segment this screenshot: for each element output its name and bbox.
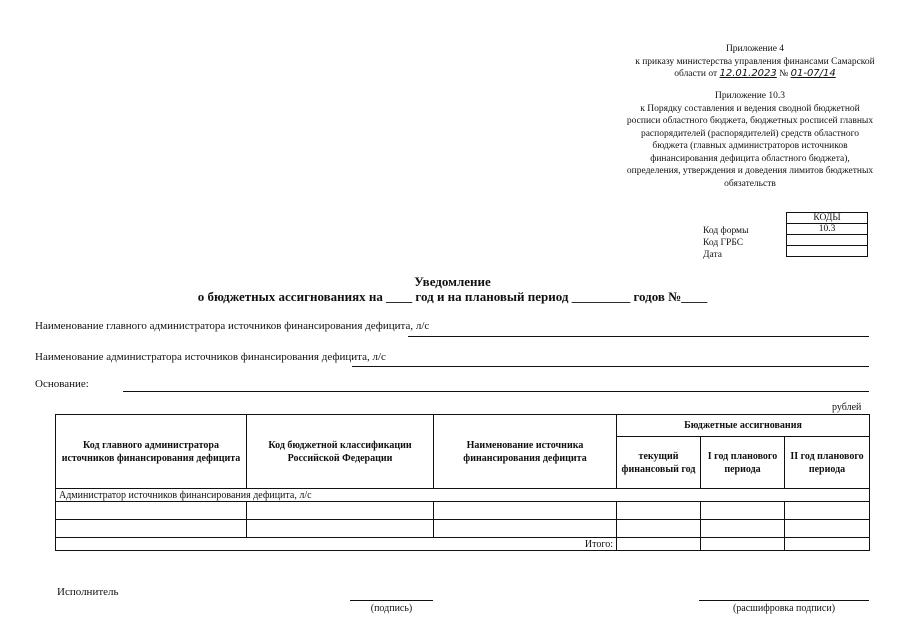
appendix-10-line: финансирования дефицита областного бюджета), [650, 153, 850, 164]
table-row [56, 502, 870, 520]
title-line-1: Уведомление [414, 274, 491, 289]
decoding-caption: (расшифровка подписи) [732, 603, 836, 614]
table-row [56, 520, 870, 538]
appendix-4-title: Приложение 4 [725, 44, 785, 54]
chief-admin-line[interactable] [408, 336, 869, 337]
executor-label: Исполнитель [57, 586, 119, 598]
code-form-value: 10.3 [787, 224, 868, 235]
code-date-value [787, 246, 868, 257]
units-label: рублей [832, 402, 862, 413]
appendix-4-block [600, 43, 905, 81]
admin-line[interactable] [352, 366, 869, 367]
codes-labels [703, 225, 748, 261]
basis-label: Основание: [35, 378, 89, 390]
codes-table [786, 212, 868, 257]
decoding-line[interactable] [699, 600, 869, 601]
signature-line[interactable] [350, 600, 433, 601]
col-source-name: Наименование источника финансирования дефицита [434, 415, 617, 489]
signature-caption: (подпись) [370, 603, 413, 614]
code-grbs-value [787, 235, 868, 246]
col-classification-code: Код бюджетной классификации Российской Федерации [247, 415, 434, 489]
total-plan-year-2[interactable] [785, 538, 870, 551]
total-current-year[interactable] [617, 538, 701, 551]
appendix-10-line: бюджета (главных администраторов источников [652, 141, 848, 151]
total-row [56, 538, 870, 551]
col-plan-year-1: I год планового периода [701, 437, 785, 489]
appendix-4-date-line: области от 12.01.2023 № 01-07/14 [674, 68, 836, 79]
appendix-4-order: к приказу министерства управления финансами Самарской [635, 56, 875, 67]
admin-label: Наименование администратора источников финансирования дефицита, л/с [35, 351, 386, 363]
appendix-10-block [605, 90, 895, 190]
chief-admin-label: Наименование главного администратора источников финансирования дефицита, л/с [35, 320, 430, 332]
group-allocations: Бюджетные ассигнования [617, 415, 870, 437]
col-chief-admin-code: Код главного администратора источников финансирования дефицита [56, 415, 247, 489]
handwritten-date: 12.01.2023 [719, 68, 777, 79]
code-form-label: Код формы [703, 226, 749, 236]
admin-row: Администратор источников финансирования дефицита, л/с [56, 489, 870, 502]
allocations-table [55, 414, 870, 551]
total-label: Итого: [56, 538, 617, 551]
basis-line[interactable] [123, 391, 869, 392]
codes-header: КОДЫ [787, 213, 868, 224]
appendix-10-line: Приложение 10.3 [715, 91, 785, 101]
code-grbs-label: Код ГРБС [703, 238, 744, 248]
appendix-10-line: обязательств [724, 178, 776, 189]
total-plan-year-1[interactable] [701, 538, 785, 551]
col-current-year: текущий финансовый год [617, 437, 701, 489]
appendix-10-line: определения, утверждения и доведения лимитов бюджетных [626, 166, 874, 176]
col-plan-year-2: II год планового периода [785, 437, 870, 489]
appendix-10-line: распорядителей (распорядителей) средств областного [640, 128, 860, 139]
appendix-10-line: росписи областного бюджета, бюджетных росписей главных [626, 116, 874, 126]
document-title [0, 274, 905, 304]
handwritten-number: 01-07/14 [790, 68, 836, 79]
title-line-2: о бюджетных ассигнованиях на ____ год и на плановый период _________ годов №____ [197, 289, 708, 304]
appendix-10-line: к Порядку составления и ведения сводной бюджетной [640, 103, 860, 114]
code-date-label: Дата [703, 250, 722, 260]
